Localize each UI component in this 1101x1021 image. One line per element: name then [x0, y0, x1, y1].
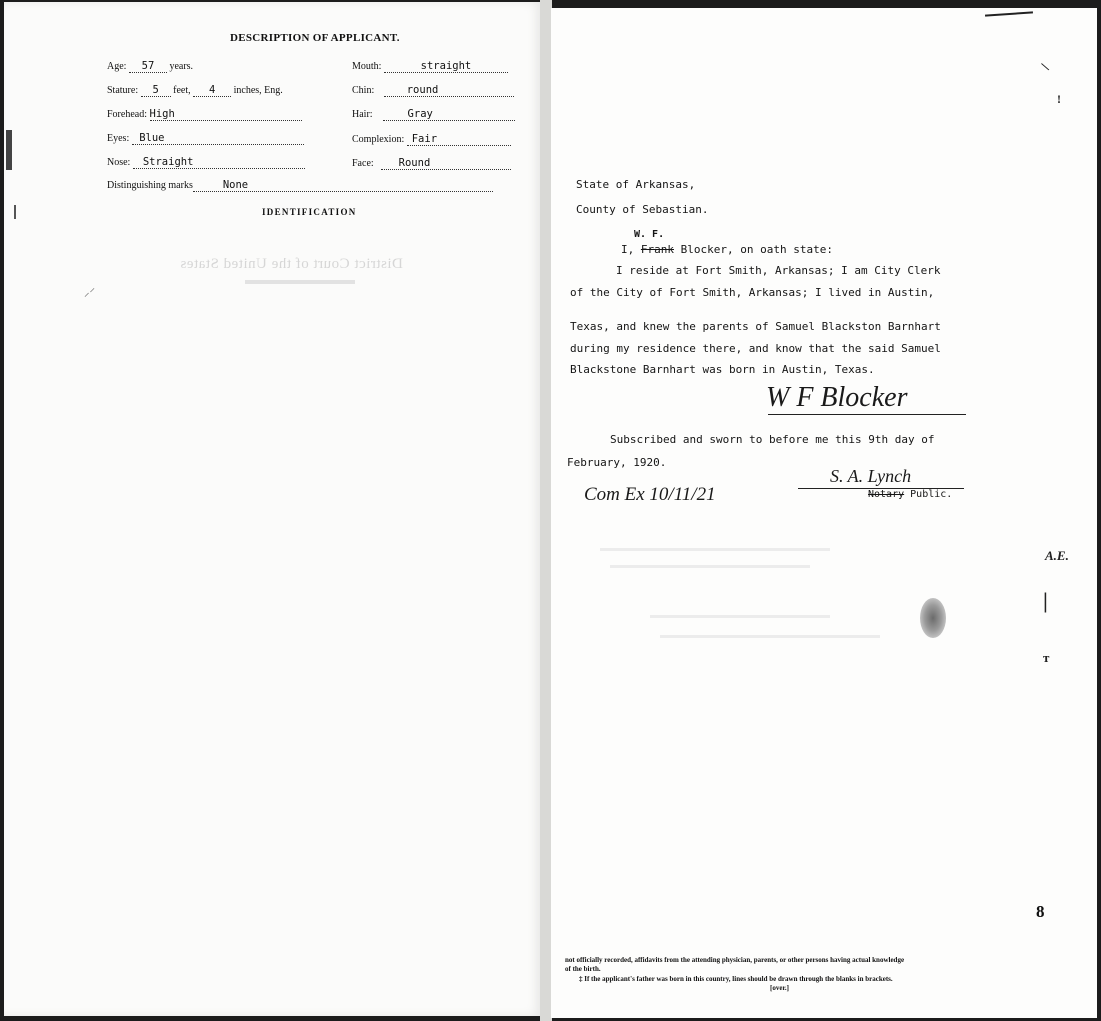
body-line-1: I reside at Fort Smith, Arkansas; I am City Clerk [616, 264, 941, 277]
stature-inches-unit: inches, Eng. [233, 85, 283, 96]
right-page [551, 8, 1097, 1018]
bleed-trace [610, 565, 810, 568]
fingerprint-smudge [920, 598, 946, 638]
bleed-through-line [245, 280, 355, 284]
forehead-row [107, 108, 302, 121]
notary-title-struck: Notary [868, 489, 905, 500]
page-number: 8 [1036, 902, 1045, 921]
chin-value: round [406, 84, 439, 96]
complexion-label: Complexion: [352, 134, 405, 145]
body-line-2: of the City of Fort Smith, Arkansas; I lived in Austin, [570, 286, 935, 299]
nose-row [107, 156, 305, 169]
forehead-label: Forehead: [107, 109, 147, 120]
binding-edge [6, 130, 12, 170]
commission-note: Com Ex 10/11/21 [584, 484, 716, 505]
bleed-trace [650, 615, 830, 618]
mouth-label: Mouth: [352, 61, 382, 72]
bleed-through-text: District Court of the United States [180, 256, 403, 272]
chin-label: Chin: [352, 85, 375, 96]
margin-mark-t: ᴛ [1043, 650, 1050, 665]
footnote-line-3: ‡ If the applicant's father was born in this country, lines should be drawn through the blanks in brackets. [579, 975, 893, 983]
age-value: 57 [141, 60, 155, 72]
body-line-5: Blackstone Barnhart was born in Austin, Texas. [570, 363, 875, 376]
footnote-line-1: not officially recorded, affidavits from the attending physician, parents, or other persons having actual knowledge [565, 956, 905, 964]
description-title: DESCRIPTION OF APPLICANT. [230, 32, 400, 44]
complexion-row [352, 133, 511, 146]
notary-signature: S. A. Lynch [830, 466, 912, 486]
complexion-value: Fair [411, 133, 438, 145]
oath-line [621, 243, 833, 256]
forehead-value: High [149, 108, 175, 120]
distinguishing-value: None [222, 179, 249, 191]
age-row [107, 60, 193, 73]
venue-county: County of Sebastian. [576, 203, 709, 216]
bleed-trace [600, 548, 830, 551]
stature-feet-value: 5 [152, 84, 159, 96]
body-line-3: Texas, and knew the parents of Samuel Blackston Barnhart [570, 320, 941, 333]
age-unit: years. [169, 61, 194, 72]
jurat-line-2: February, 1920. [567, 456, 667, 469]
chin-row [352, 84, 514, 97]
struck-name: Frank [640, 243, 674, 256]
margin-mark-top: ! [1057, 92, 1061, 106]
face-value: Round [398, 157, 431, 169]
page-smudge: ⸝⸍ [84, 287, 95, 299]
venue-state: State of Arkansas, [576, 178, 696, 191]
age-label: Age: [107, 61, 127, 72]
stature-inches-value: 4 [208, 84, 216, 96]
nose-label: Nose: [107, 157, 131, 168]
nose-value: Straight [142, 156, 194, 168]
hair-label: Hair: [352, 109, 373, 120]
affiant-signature: W F Blocker [766, 382, 908, 413]
mouth-row [352, 60, 508, 73]
footnote-line-2: of the birth. [565, 965, 601, 973]
eyes-value: Blue [139, 132, 165, 144]
footnote-over: [over.] [770, 984, 789, 992]
margin-mark-bar: | [1043, 588, 1048, 613]
mouth-value: straight [420, 60, 472, 72]
hair-row [352, 108, 515, 121]
distinguishing-row [107, 179, 493, 192]
stature-feet-unit: feet, [173, 85, 191, 96]
face-label: Face: [352, 158, 374, 169]
distinguishing-label: Distinguishing marks [107, 180, 193, 191]
stature-row [107, 84, 283, 97]
eyes-row [107, 132, 304, 145]
bleed-trace [660, 635, 880, 638]
margin-note: A.E. [1045, 548, 1069, 563]
face-row [352, 157, 511, 170]
edge-mark [14, 205, 16, 219]
left-page [4, 2, 542, 1016]
stature-label: Stature: [107, 85, 139, 96]
oath-prefix: I, [621, 243, 635, 256]
oath-rest: Blocker, on oath state: [680, 243, 833, 256]
jurat-line-1: Subscribed and sworn to before me this 9th day of [610, 433, 935, 446]
eyes-label: Eyes: [107, 133, 130, 144]
affiant-signature-line [768, 414, 966, 415]
identification-heading [262, 205, 357, 211]
initials-insert: W. F. [634, 229, 665, 240]
notary-title [868, 489, 952, 500]
body-line-4: during my residence there, and know that the said Samuel [570, 342, 941, 355]
hair-value: Gray [407, 108, 433, 120]
notary-title-rest: Public. [910, 489, 953, 500]
margin-mark-slash: \ [1040, 60, 1052, 76]
